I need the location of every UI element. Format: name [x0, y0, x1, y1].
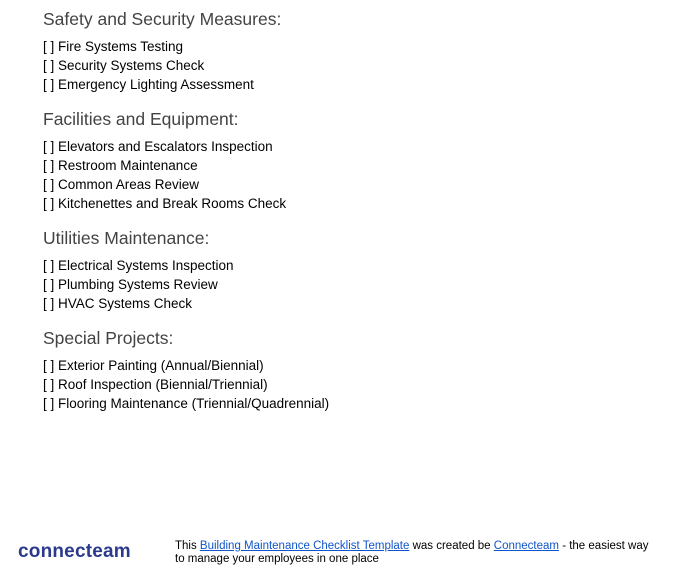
checklist-items	[43, 37, 663, 94]
checklist-item: [ ] Electrical Systems Inspection	[43, 258, 234, 273]
footer-text	[175, 540, 655, 566]
footer-text-middle: was created be	[409, 540, 494, 552]
connecteam-logo: connecteam	[18, 541, 131, 562]
checklist-item: [ ] Security Systems Check	[43, 58, 205, 73]
section-title: Utilities Maintenance:	[43, 228, 210, 248]
checklist-items	[43, 256, 663, 313]
checklist-items	[43, 137, 663, 213]
checklist-item: [ ] Plumbing Systems Review	[43, 277, 218, 292]
section-safety-security	[43, 8, 663, 94]
section-title: Special Projects:	[43, 328, 174, 348]
checklist-item: [ ] Roof Inspection (Biennial/Triennial)	[43, 377, 268, 392]
section-title: Facilities and Equipment:	[43, 109, 239, 129]
checklist-item: [ ] Exterior Painting (Annual/Biennial)	[43, 358, 264, 373]
checklist-item: [ ] Restroom Maintenance	[43, 158, 198, 173]
checklist-item: [ ] Common Areas Review	[43, 177, 200, 192]
checklist-items	[43, 356, 663, 413]
footer	[18, 540, 668, 574]
checklist-item: [ ] Elevators and Escalators Inspection	[43, 139, 273, 154]
connecteam-link[interactable]: Connecteam	[493, 540, 559, 552]
checklist-item: [ ] HVAC Systems Check	[43, 296, 193, 311]
footer-text-prefix: This	[175, 540, 200, 552]
checklist-content	[43, 8, 663, 427]
section-title: Safety and Security Measures:	[43, 9, 282, 29]
section-utilities-maintenance	[43, 227, 663, 313]
template-link[interactable]: Building Maintenance Checklist Template	[199, 540, 410, 552]
checklist-item: [ ] Flooring Maintenance (Triennial/Quadrennial)	[43, 396, 330, 411]
footer-text-suffix: - the easiest way to manage your employees in one place	[175, 540, 649, 565]
section-facilities-equipment	[43, 108, 663, 213]
checklist-item: [ ] Fire Systems Testing	[43, 39, 184, 54]
checklist-item: [ ] Emergency Lighting Assessment	[43, 77, 254, 92]
checklist-item: [ ] Kitchenettes and Break Rooms Check	[43, 196, 287, 211]
section-special-projects	[43, 327, 663, 413]
